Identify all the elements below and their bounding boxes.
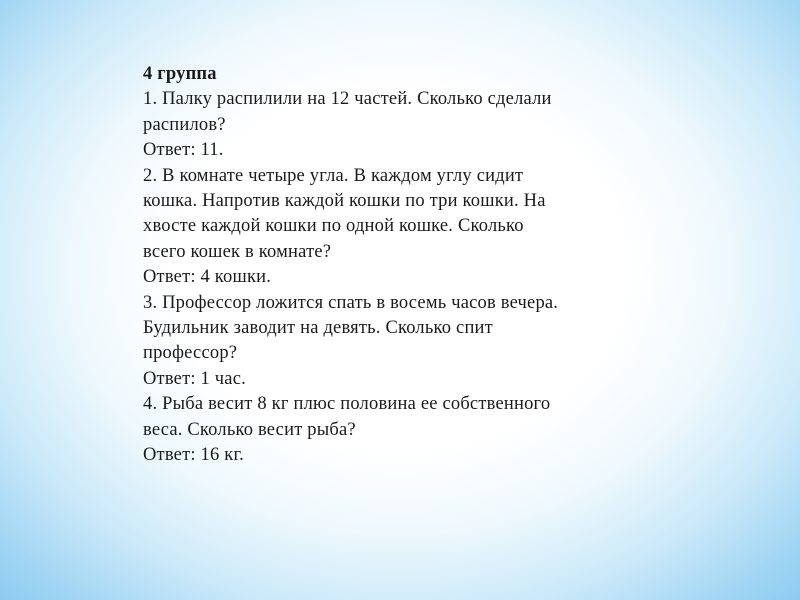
group-title: 4 группа xyxy=(143,64,217,84)
answer-2: Ответ: 4 кошки. xyxy=(143,267,272,288)
question-3-line-1: 3. Профессор ложится спать в восемь часов вечера. xyxy=(143,292,559,313)
answer-1: Ответ: 11. xyxy=(143,140,224,161)
question-2-line-3: хвосте каждой кошки по одной кошке. Сколько xyxy=(143,216,524,237)
answer-3: Ответ: 1 час. xyxy=(143,368,246,389)
question-2-line-2: кошка. Напротив каждой кошки по три кошки. На xyxy=(143,191,546,212)
question-4-line-1: 4. Рыба весит 8 кг плюс половина ее собственного xyxy=(143,394,551,415)
question-3-line-2: Будильник заводит на девять. Сколько спит xyxy=(143,318,493,339)
answer-4: Ответ: 16 кг. xyxy=(143,445,244,466)
question-1-line-1: 1. Палку распилили на 12 частей. Сколько сделали xyxy=(143,89,552,110)
question-2-line-1: 2. В комнате четыре угла. В каждом углу сидит xyxy=(143,165,524,186)
question-4-line-2: веса. Сколько весит рыба? xyxy=(143,419,356,440)
question-1-line-2: распилов? xyxy=(143,114,226,135)
question-2-line-4: всего кошек в комнате? xyxy=(143,241,332,262)
slide-text-block xyxy=(143,62,683,469)
question-3-line-3: профессор? xyxy=(143,343,238,364)
